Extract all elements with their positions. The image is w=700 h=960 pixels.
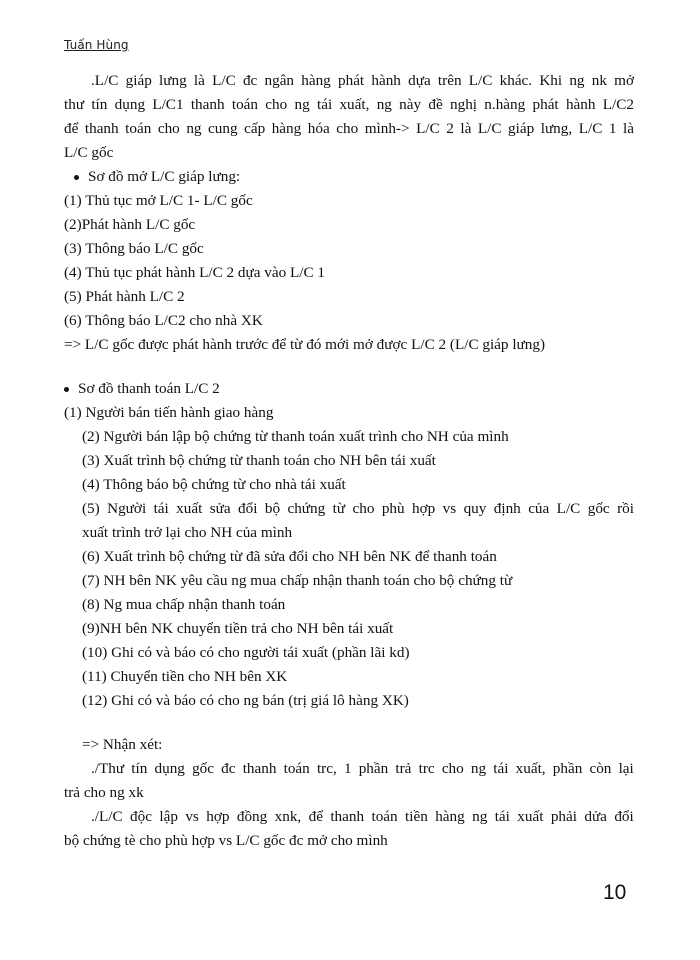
- word: (5): [82, 500, 100, 517]
- word: cho: [265, 96, 288, 113]
- word: đổi: [238, 500, 258, 517]
- word: .L/C: [91, 72, 119, 89]
- word: ./L/C: [91, 808, 123, 825]
- remarks-p1-line1: [64, 757, 634, 781]
- section2-step: (2) Người bán lập bộ chứng từ thanh toán xuất trình cho NH của mình: [82, 428, 509, 445]
- word: cung: [208, 120, 238, 137]
- word: toán: [125, 120, 152, 137]
- word: dụng: [154, 760, 185, 777]
- section2-step5-line2: xuất trình trở lại cho NH của mình: [82, 524, 293, 541]
- section1-step: (3) Thông báo L/C gốc: [64, 240, 204, 257]
- word: tín: [91, 96, 108, 113]
- word: vs: [442, 500, 457, 517]
- word: xuất: [517, 808, 544, 825]
- section2-step5-line1: [64, 497, 634, 521]
- word: đc: [221, 760, 236, 777]
- word: tái: [153, 500, 169, 517]
- word: phù: [381, 500, 405, 517]
- spacer: [64, 713, 634, 733]
- word: là: [193, 72, 205, 89]
- word: hợp: [206, 808, 230, 825]
- word: định: [493, 500, 521, 517]
- word: để: [308, 808, 323, 825]
- word: bộ: [264, 500, 281, 517]
- word: hành: [565, 96, 596, 113]
- section2-step: (6) Xuất trình bộ chứng từ đã sửa đổi cho NH bên NK để thanh toán: [82, 548, 497, 565]
- page-header-author: Tuấn Hùng: [64, 38, 129, 52]
- remarks-title: => Nhận xét:: [82, 736, 163, 753]
- word: nghị: [450, 96, 478, 113]
- word: ngân: [264, 72, 295, 89]
- word: n.hàng: [484, 96, 526, 113]
- page-number: 10: [603, 881, 627, 904]
- word: giáp: [508, 120, 535, 137]
- word: Người: [107, 500, 147, 517]
- word: độc: [130, 808, 152, 825]
- word: xuất,: [339, 96, 370, 113]
- word: cho: [336, 120, 359, 137]
- word: phần: [552, 760, 583, 777]
- word: cấp: [244, 120, 266, 137]
- word: 2: [446, 120, 454, 137]
- word: ./Thư: [91, 760, 125, 777]
- word: lưng,: [540, 120, 573, 137]
- word: là: [460, 120, 472, 137]
- word: đc: [242, 72, 258, 89]
- word: còn: [589, 760, 612, 777]
- word: tái: [316, 96, 333, 113]
- word: L/C: [556, 500, 581, 517]
- section2-step: (7) NH bên NK yêu cầu ng mua chấp nhận thanh toán cho bộ chứng từ: [82, 572, 513, 589]
- word: thanh: [84, 120, 119, 137]
- spacer: [64, 357, 634, 377]
- word: tín: [131, 760, 148, 777]
- word: ng: [186, 120, 202, 137]
- word: tái: [494, 808, 510, 825]
- word: L/C: [468, 72, 493, 89]
- word: xuất: [176, 500, 203, 517]
- word: chứng: [287, 500, 326, 517]
- word: trc: [418, 760, 435, 777]
- bullet-icon: [64, 387, 69, 392]
- word: dựa: [408, 72, 431, 89]
- word: 1: [343, 760, 352, 777]
- word: gốc: [192, 760, 214, 777]
- section2-step: (11) Chuyển tiền cho NH bên XK: [82, 668, 288, 685]
- word: rồi: [617, 500, 634, 517]
- section1-step: (1) Thủ tục mở L/C 1- L/C gốc: [64, 192, 253, 209]
- word: của: [528, 500, 550, 517]
- word: hàng: [271, 120, 302, 137]
- intro-line-3: [64, 117, 634, 141]
- word: L/C2: [602, 96, 634, 113]
- word: Khi: [539, 72, 563, 89]
- word: phải: [550, 808, 577, 825]
- word: toán: [283, 760, 310, 777]
- word: ng: [470, 760, 487, 777]
- word: khác.: [499, 72, 533, 89]
- section1-step: (2)Phát hành L/C gốc: [64, 216, 196, 233]
- word: L/C: [212, 72, 236, 89]
- section1-conclusion: => L/C gốc được phát hành trước để từ đó mới mở được L/C 2 (L/C giáp lưng): [64, 336, 546, 353]
- word: trên: [437, 72, 462, 89]
- word: xuất,: [515, 760, 546, 777]
- section1-step: (6) Thông báo L/C2 cho nhà XK: [64, 312, 263, 329]
- word: L/C: [578, 120, 603, 137]
- section2-step: (10) Ghi có và báo có cho người tái xuất (phần lãi kd): [82, 644, 410, 661]
- word: nk: [591, 72, 607, 89]
- word: ng: [376, 96, 392, 113]
- word: hàng: [301, 72, 331, 89]
- section2-step: (1) Người bán tiến hành giao hàng: [64, 404, 274, 421]
- word: phát: [338, 72, 365, 89]
- section1-heading: [64, 165, 634, 189]
- word: mở: [614, 72, 634, 89]
- section1-title: Sơ đồ mở L/C giáp lưng:: [88, 168, 241, 185]
- word: cho: [441, 760, 464, 777]
- section1-step: (5) Phát hành L/C 2: [64, 288, 185, 305]
- word: đổi: [614, 808, 634, 825]
- word: lưng: [159, 72, 187, 89]
- remarks-p2-line2: bộ chứng tè cho phù hợp vs L/C gốc đc mở cho mình: [64, 832, 388, 849]
- document-body: [64, 69, 634, 853]
- intro-line-2: [64, 93, 634, 117]
- intro-line-1: [64, 69, 634, 93]
- section2-title: Sơ đồ thanh toán L/C 2: [78, 380, 220, 397]
- word: để: [64, 120, 79, 137]
- word: tiền: [405, 808, 428, 825]
- word: từ: [332, 500, 346, 517]
- section1-step: (4) Thủ tục phát hành L/C 2 dựa vào L/C 1: [64, 264, 326, 281]
- section2-step: (12) Ghi có và báo có cho ng bán (trị giá lô hàng XK): [82, 692, 409, 709]
- word: là: [623, 120, 634, 137]
- word: ng: [569, 72, 585, 89]
- word: lập: [159, 808, 178, 825]
- section2-heading: [64, 377, 634, 401]
- word: đồng: [236, 808, 268, 825]
- remarks-p2-line1: [64, 805, 634, 829]
- word: L/C: [477, 120, 502, 137]
- section2-step: (3) Xuất trình bộ chứng từ thanh toán cho NH bên tái xuất: [82, 452, 436, 469]
- word: dụng: [114, 96, 146, 113]
- word: thanh: [190, 96, 225, 113]
- word: này: [399, 96, 422, 113]
- word: vs: [185, 808, 199, 825]
- word: gốc: [587, 500, 610, 517]
- section2-step: (8) Ng mua chấp nhận thanh toán: [82, 596, 286, 613]
- word: toán: [231, 96, 259, 113]
- word: hóa: [307, 120, 330, 137]
- word: L/C1: [152, 96, 184, 113]
- remarks-p1-line2: trả cho ng xk: [64, 784, 144, 801]
- word: hợp: [412, 500, 436, 517]
- word: đề: [428, 96, 443, 113]
- word: hành: [371, 72, 401, 89]
- word: tái: [493, 760, 509, 777]
- word: phần: [358, 760, 389, 777]
- word: cho: [352, 500, 375, 517]
- word: hàng: [435, 808, 465, 825]
- word: thanh: [242, 760, 277, 777]
- word: ng: [472, 808, 488, 825]
- section2-step: (9)NH bên NK chuyển tiền trả cho NH bên tái xuất: [82, 620, 394, 637]
- word: thư: [64, 96, 85, 113]
- word: sửa: [209, 500, 231, 517]
- word: dửa: [584, 808, 607, 825]
- word: 1: [608, 120, 617, 137]
- word: trả: [395, 760, 412, 777]
- word: mình->: [364, 120, 410, 137]
- word: cho: [157, 120, 180, 137]
- word: phát: [532, 96, 559, 113]
- word: quy: [463, 500, 487, 517]
- word: ng: [294, 96, 310, 113]
- word: thanh: [330, 808, 365, 825]
- word: lại: [618, 760, 634, 777]
- bullet-icon: [74, 175, 79, 180]
- intro-line-4: L/C gốc: [64, 144, 114, 161]
- word: xnk,: [274, 808, 302, 825]
- word: trc,: [316, 760, 337, 777]
- word: L/C: [416, 120, 440, 137]
- section2-step: (4) Thông báo bộ chứng từ cho nhà tái xuất: [82, 476, 346, 493]
- word: giáp: [125, 72, 152, 89]
- word: toán: [371, 808, 398, 825]
